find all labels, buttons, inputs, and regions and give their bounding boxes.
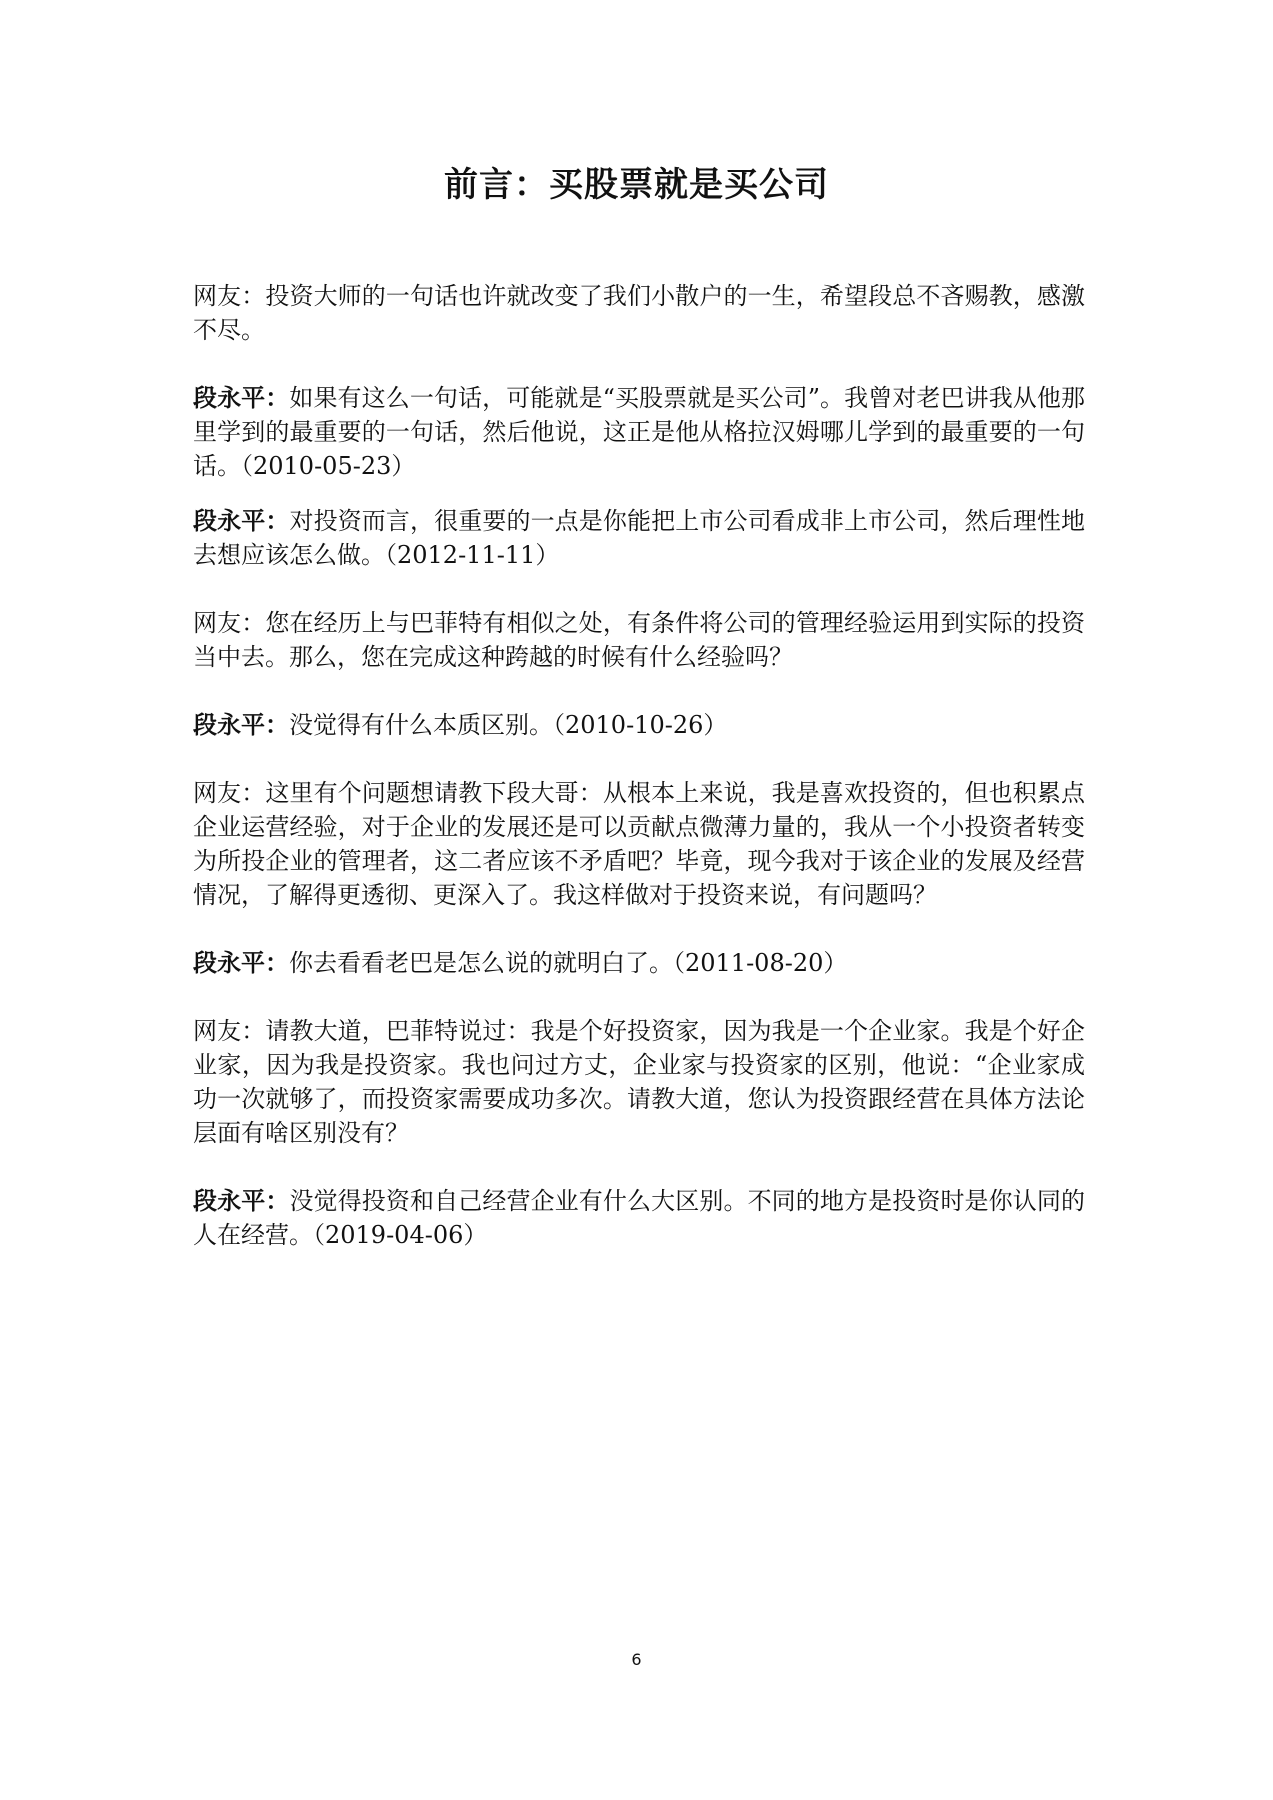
speaker-label: 段永平： xyxy=(193,507,290,535)
paragraph-text: 没觉得投资和自己经营企业有什么大区别。不同的地方是投资时是你认同的人在经营。（2019-04-06） xyxy=(193,1187,1086,1249)
paragraph-text: 请教大道，巴菲特说过：我是个好投资家，因为我是一个企业家。我是个好企业家，因为我是投资家。我也问过方丈，企业家与投资家的区别，他说：“企业家成功一次就够了，而投资家需要成功多次。请教大道，您认为投资跟经营在具体方法论层面有啥区别没有？ xyxy=(193,1017,1086,1147)
paragraph-text: 没觉得有什么本质区别。（2010-10-26） xyxy=(289,711,728,739)
paragraph-text: 您在经历上与巴菲特有相似之处，有条件将公司的管理经验运用到实际的投资当中去。那么，您在完成这种跨越的时候有什么经验吗？ xyxy=(193,609,1086,671)
document-body xyxy=(193,279,1085,1252)
speaker-label: 段永平： xyxy=(193,1187,290,1215)
paragraph xyxy=(193,708,1085,742)
paragraph xyxy=(193,1014,1085,1150)
paragraph-text: 你去看看老巴是怎么说的就明白了。（2011-08-20） xyxy=(289,949,848,977)
speaker-label: 网友： xyxy=(193,282,266,310)
paragraph xyxy=(193,381,1085,483)
paragraph-text: 投资大师的一句话也许就改变了我们小散户的一生，希望段总不吝赐教，感激不尽。 xyxy=(193,282,1086,344)
paragraph xyxy=(193,279,1085,347)
speaker-label: 段永平： xyxy=(193,384,290,412)
speaker-label: 网友： xyxy=(193,609,266,637)
page-title: 前言：买股票就是买公司 xyxy=(444,165,829,205)
paragraph-text: 如果有这么一句话，可能就是“买股票就是买公司”。我曾对老巴讲我从他那里学到的最重要的一句话，然后他说，这正是他从格拉汉姆哪儿学到的最重要的一句话。（2010-05-23） xyxy=(193,384,1085,480)
paragraph xyxy=(193,946,1085,980)
paragraph-text: 这里有个问题想请教下段大哥：从根本上来说，我是喜欢投资的，但也积累点企业运营经验，对于企业的发展还是可以贡献点微薄力量的，我从一个小投资者转变为所投企业的管理者，这二者应该不矛盾吧？毕竟，现今我对于该企业的发展及经营情况，了解得更透彻、更深入了。我这样做对于投资来说，有问题吗？ xyxy=(193,779,1086,909)
speaker-label: 段永平： xyxy=(193,711,289,739)
page-number: 6 xyxy=(631,1650,642,1669)
paragraph xyxy=(193,776,1085,912)
speaker-label: 段永平： xyxy=(193,949,289,977)
paragraph-text: 对投资而言，很重要的一点是你能把上市公司看成非上市公司，然后理性地去想应该怎么做。（2012-11-11） xyxy=(193,507,1086,569)
speaker-label: 网友： xyxy=(193,1017,266,1045)
speaker-label: 网友： xyxy=(193,779,266,807)
paragraph xyxy=(193,504,1085,572)
paragraph xyxy=(193,1184,1085,1252)
paragraph xyxy=(193,606,1085,674)
